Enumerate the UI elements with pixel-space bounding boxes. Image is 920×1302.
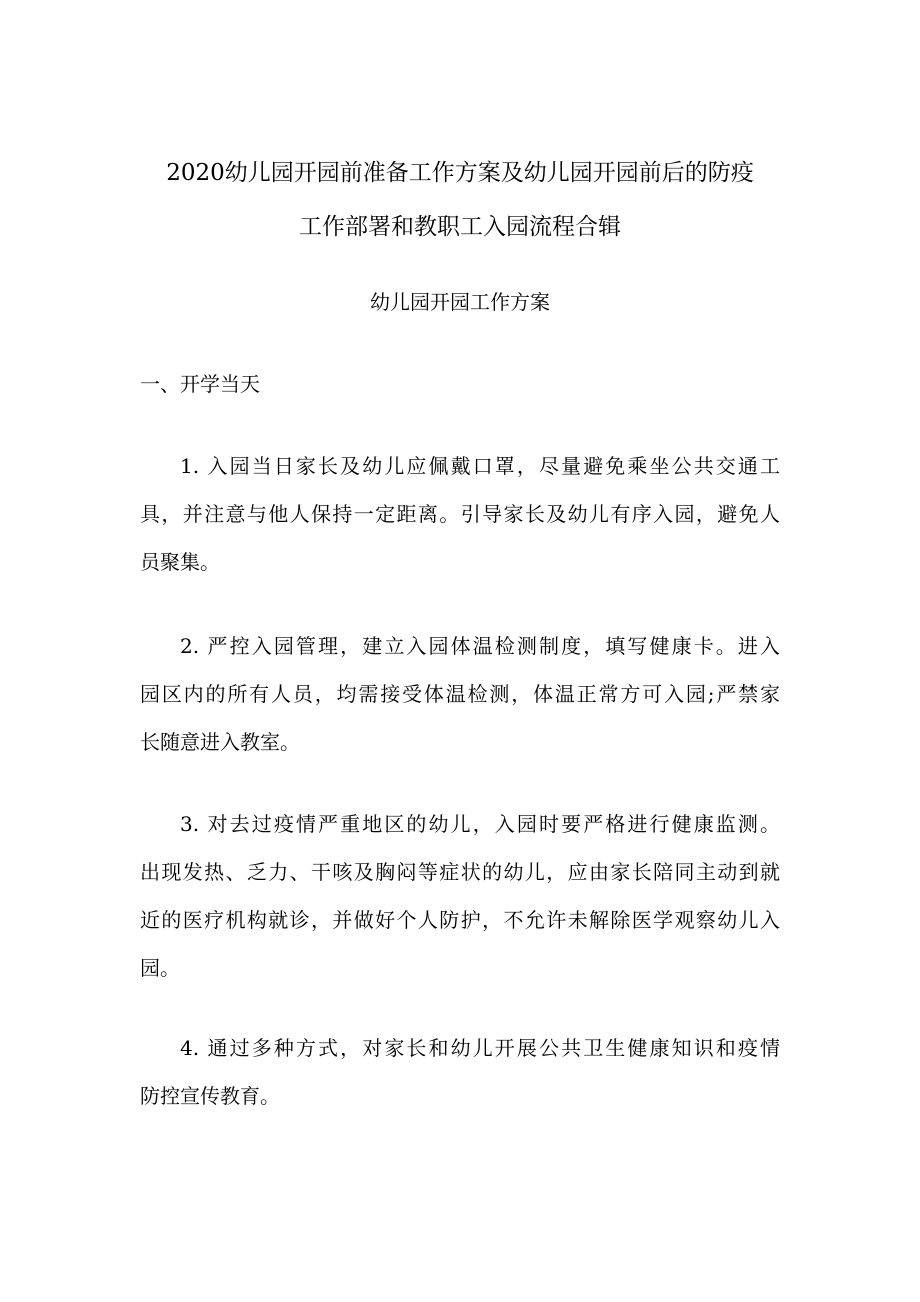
paragraph-line: 1. 入园当日家长及幼儿应佩戴口罩，尽量避免乘坐公共交通工	[180, 454, 780, 478]
paragraph-line: 具，并注意与他人保持一定距离。引导家长及幼儿有序入园，避免人	[140, 502, 780, 526]
title-line-2: 工作部署和教职工入园流程合辑	[299, 214, 621, 240]
paragraph-line: 长随意进入教室。	[140, 730, 300, 754]
paragraph-1	[140, 442, 780, 586]
paragraph-line: 员聚集。	[140, 550, 220, 574]
paragraph-2	[140, 622, 780, 766]
document-subtitle: 幼儿园开园工作方案	[370, 290, 550, 314]
paragraph-4	[140, 1024, 780, 1120]
paragraph-line: 防控宣传教育。	[140, 1084, 280, 1108]
paragraph-3	[140, 800, 780, 992]
paragraph-line: 4. 通过多种方式，对家长和幼儿开展公共卫生健康知识和疫情	[180, 1036, 780, 1060]
paragraph-line: 近的医疗机构就诊，并做好个人防护，不允许未解除医学观察幼儿入	[140, 908, 780, 932]
section-heading: 一、开学当天	[140, 372, 260, 396]
title-line-1: 2020幼儿园开园前准备工作方案及幼儿园开园前后的防疫	[166, 160, 754, 186]
paragraph-line: 2. 严控入园管理，建立入园体温检测制度，填写健康卡。进入	[180, 634, 780, 658]
paragraph-line: 园区内的所有人员，均需接受体温检测，体温正常方可入园;严禁家	[140, 682, 780, 706]
document-title	[140, 146, 780, 254]
paragraph-line: 出现发热、乏力、干咳及胸闷等症状的幼儿，应由家长陪同主动到就	[140, 860, 780, 884]
paragraph-line: 3. 对去过疫情严重地区的幼儿，入园时要严格进行健康监测。	[180, 812, 780, 836]
paragraph-line: 园。	[140, 956, 180, 980]
